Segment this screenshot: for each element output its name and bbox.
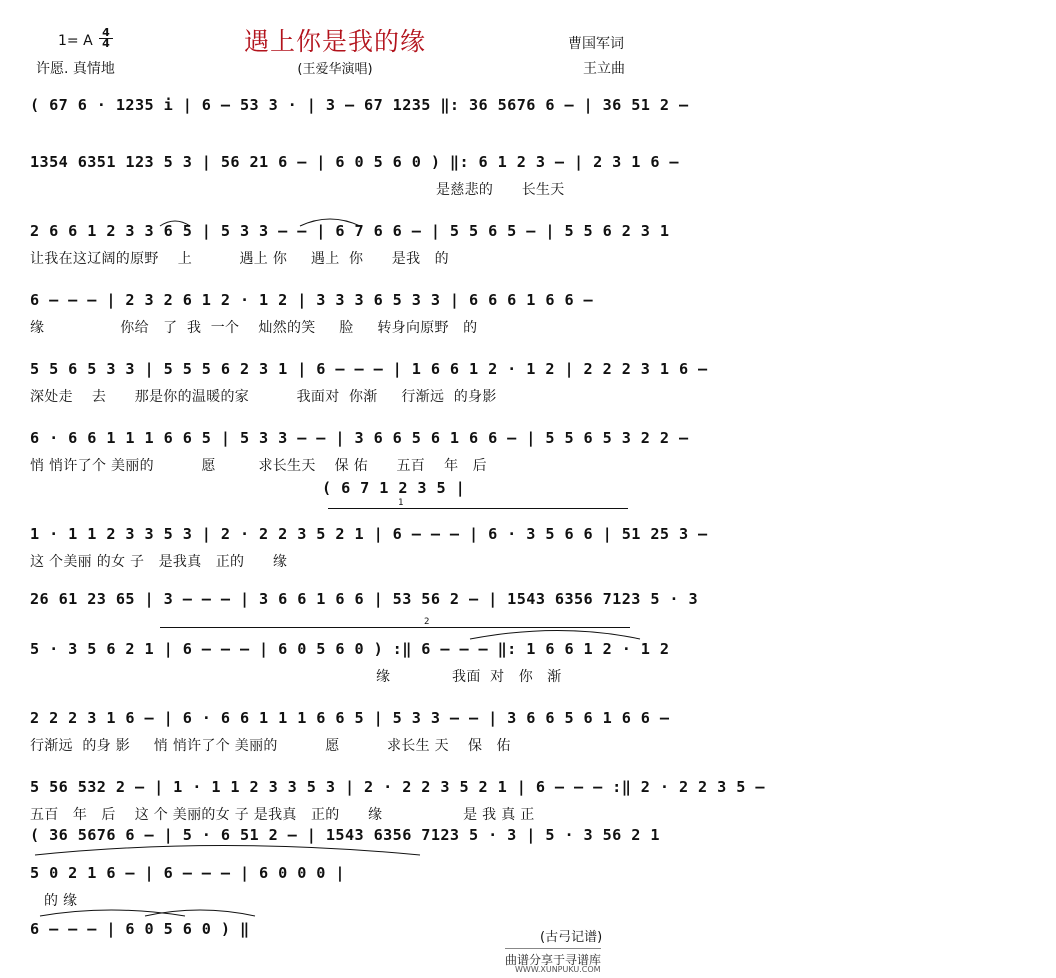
staff-line-8: 1 · 1 1 2 3 3 5 3 | 2 · 2 2 3 5 2 1 | 6 – – – | 6 · 3 5 6 6 | 51 25 3 –	[30, 525, 708, 543]
volta-bracket-2	[160, 627, 630, 628]
performance-direction: 许愿. 真情地	[36, 61, 115, 77]
volta-bracket-1	[328, 508, 628, 509]
source-url: WWW.XUNPUKU.COM	[515, 965, 601, 974]
lyric-line-1: 是慈悲的 长生天	[436, 182, 565, 198]
staff-line-4: 6 – – – | 2 3 2 6 1 2 · 1 2 | 3 3 3 6 5 3 3 | 6 6 6 1 6 6 –	[30, 291, 594, 309]
lyric-line-6: 这 个美丽 的女 子 是我真 正的 缘	[30, 554, 288, 570]
singer-credit: (王爱华演唱)	[297, 62, 373, 77]
lyric-line-10: 的 缘	[44, 893, 78, 909]
staff-line-6: 6 · 6 6 1 1 1 6 6 5 | 5 3 3 – – | 3 6 6 5 6 1 6 6 – | 5 5 6 5 3 2 2 –	[30, 429, 689, 447]
lyric-line-5: 悄 悄许了个 美丽的 愿 求长生天 保 佑 五百 年 后	[30, 458, 487, 474]
staff-line-15: 6 – – – | 6 0 5 6 0 ) ‖	[30, 920, 250, 938]
volta-2-label: 2	[424, 617, 430, 627]
lyricist-credit: 曹国军词	[568, 36, 624, 52]
time-signature	[99, 28, 113, 49]
volta-1-label: 1	[398, 498, 404, 508]
slur-arc	[145, 910, 255, 916]
key-signature: 1= A	[58, 33, 93, 49]
staff-line-1: ( 67 6 · 1235 i | 6 – 53 3 · | 3 – 67 1235 ‖: 36 5676 6 – | 36 51 2 –	[30, 96, 689, 114]
source-credit: 曲谱分享于寻谱库	[505, 948, 601, 968]
staff-line-5: 5 5 6 5 3 3 | 5 5 5 6 2 3 1 | 6 – – – | 1 6 6 1 2 · 1 2 | 2 2 2 3 1 6 –	[30, 360, 708, 378]
staff-line-10: 5 · 3 5 6 2 1 | 6 – – – | 6 0 5 6 0 ) :‖ 6 – – – ‖: 1 6 6 1 2 · 1 2	[30, 640, 670, 658]
slur-arc	[35, 846, 420, 856]
lyric-line-8: 行渐远 的身 影 悄 悄许了个 美丽的 愿 求长生 天 保 佑	[30, 738, 511, 754]
time-signature-bottom: 4	[102, 37, 110, 50]
staff-line-12: 5 56 532 2 – | 1 · 1 1 2 3 3 5 3 | 2 · 2 2 3 5 2 1 | 6 – – – :‖ 2 · 2 2 3 5 –	[30, 778, 765, 796]
composer-credit: 王立曲	[583, 61, 625, 77]
staff-line-2: 1354 6351 123 5 3 | 56 21 6 – | 6 0 5 6 0 ) ‖: 6 1 2 3 – | 2 3 1 6 –	[30, 153, 679, 171]
staff-line-11: 2 2 2 3 1 6 – | 6 · 6 6 1 1 1 6 6 5 | 5 3 3 – – | 3 6 6 5 6 1 6 6 –	[30, 709, 670, 727]
staff-line-13: ( 36 5676 6 – | 5 · 6 51 2 – | 1543 6356 7123 5 · 3 | 5 · 3 56 2 1	[30, 826, 660, 844]
lyric-line-4: 深处走 去 那是你的温暖的家 我面对 你渐 行渐远 的身影	[30, 389, 497, 405]
staff-line-3: 2 6 6 1 2 3 3 6 5 | 5 3 3 – – | 6 7 6 6 – | 5 5 6 5 – | 5 5 6 2 3 1	[30, 222, 670, 240]
song-title: 遇上你是我的缘	[243, 27, 426, 56]
staff-line-14: 5 0 2 1 6 – | 6 – – – | 6 0 0 0 |	[30, 864, 345, 882]
lyric-line-7: 缘 我面 对 你 渐	[376, 669, 562, 685]
slur-arc	[470, 631, 640, 640]
staff-line-9: 26 61 23 65 | 3 – – – | 3 6 6 1 6 6 | 53 56 2 – | 1543 6356 7123 5 · 3	[30, 590, 699, 608]
lyric-line-3: 缘 你给 了 我 一个 灿然的笑 脸 转身向原野 的	[30, 320, 478, 336]
time-signature-top: 4	[99, 28, 113, 39]
lyric-line-9: 五百 年 后 这 个 美丽的女 子 是我真 正的 缘 是 我 真 正	[30, 807, 535, 823]
slur-arc	[40, 910, 185, 916]
staff-line-7-intro: ( 6 7 1 2 3 5 |	[322, 479, 466, 497]
transcriber-note: (古弓记谱)	[540, 930, 603, 945]
lyric-line-2: 让我在这辽阔的原野 上 遇上 你 遇上 你 是我 的	[30, 251, 449, 267]
